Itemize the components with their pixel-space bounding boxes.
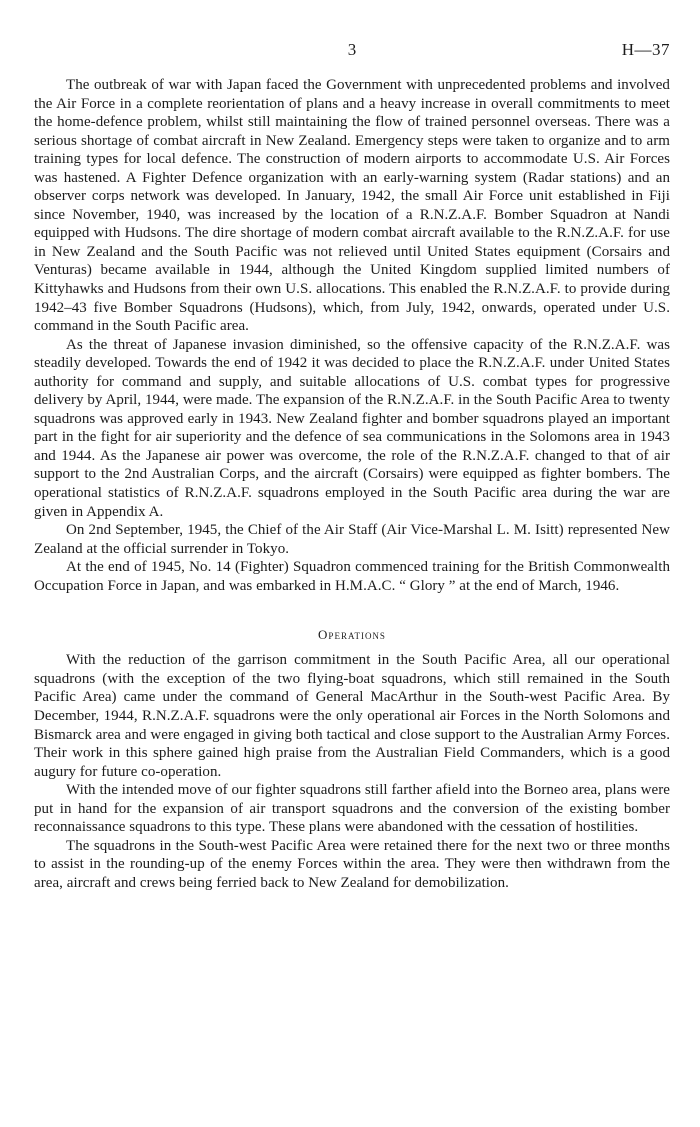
page-number: 3 <box>347 40 357 59</box>
paragraph: With the reduction of the garrison commitment in the South Pacific Area, all our operational squadrons (with the exception of the two flying-boat squadrons, which still remained in the South Pacific Area) came under the command of General MacArthur in the South-west Pacific Area. By December, 1944, R.N.Z.A.F. squadrons were the only operational air Forces in the North Solomons and Bismarck area and were engaged in giving both tactical and close support to the Australian Army Forces. Their work in this sphere gained high praise from the Australian Field Commanders, which is a good augury for future co-operation. <box>34 652 670 780</box>
paragraph: As the threat of Japanese invasion diminished, so the offensive capacity of the R.N.Z.A.F. was steadily developed. Towards the end of 1942 it was decided to place the R.N.Z.A.F. under United States authority for command and supply, and suitable allocations of U.S. combat types for progressive delivery by April, 1944, were made. The expansion of the R.N.Z.A.F. in the South Pacific Area to twenty squadrons was approved early in 1943. New Zealand fighter and bomber squadrons played an important part in the fight for air superiority and the defence of sea communications in the Solomons area in 1943 and 1944. As the Japanese air power was overcome, the role of the R.N.Z.A.F. changed to that of air support to the 2nd Australian Corps, and the aircraft (Corsairs) were equipped as fighter bombers. The operational statistics of R.N.Z.A.F. squadrons employed in the South Pacific area during the war are given in Appendix A. <box>34 336 670 520</box>
section-heading: Operations <box>318 627 386 643</box>
paragraph: At the end of 1945, No. 14 (Fighter) Squadron commenced training for the British Commonwealth Occupation Force in Japan, and was embarked in H.M.A.C. “ Glory ” at the end of March, 1946. <box>34 559 670 594</box>
operations-section <box>34 627 670 892</box>
paragraph: The outbreak of war with Japan faced the Government with unprecedented problems and involved the Air Force in a complete reorientation of plans and a heavy increase in overall commitments to meet the home-defence problem, whilst still maintaining the flow of trained personnel overseas. There was a serious shortage of combat aircraft in New Zealand. Emergency steps were taken to organize and to arm training types for local defence. The construction of modern airports to accommodate U.S. Air Forces was hastened. A Fighter Defence organization with an early-warning system (Radar stations) and an observer corps network was developed. In January, 1942, the small Air Force unit established in Fiji since November, 1940, was increased by the location of a R.N.Z.A.F. Bomber Squadron at Nandi equipped with Hudsons. The dire shortage of modern combat aircraft available to the R.N.Z.A.F. for use in New Zealand and the South Pacific was not relieved until United States equipment (Corsairs and Venturas) became available in 1944, although the United Kingdom supplied limited numbers of Kittyhawks and Hudsons from their own U.S. allocations. This enabled the R.N.Z.A.F. to provide during 1942–43 five Bomber Squadrons (Hudsons), which, from July, 1942, onwards, operated under U.S. command in the South Pacific area. <box>34 77 670 335</box>
page-header <box>34 40 670 66</box>
paragraph: With the intended move of our fighter squadrons still farther afield into the Borneo area, plans were put in hand for the expansion of air transport squadrons and the conversion of the existing bomber reconnaissance squadrons to this type. These plans were abandoned with the cessation of hostilities. <box>34 782 670 836</box>
paragraph: The squadrons in the South-west Pacific Area were retained there for the next two or three months to assist in the rounding-up of the enemy Forces within the area. They were then withdrawn from the area, aircraft and crews being ferried back to New Zealand for demobilization. <box>34 837 670 891</box>
intro-section <box>34 76 670 595</box>
document-page <box>34 40 670 892</box>
document-reference: H—37 <box>621 40 670 59</box>
paragraph: On 2nd September, 1945, the Chief of the Air Staff (Air Vice-Marshal L. M. Isitt) represented New Zealand at the official surrender in Tokyo. <box>34 522 670 557</box>
